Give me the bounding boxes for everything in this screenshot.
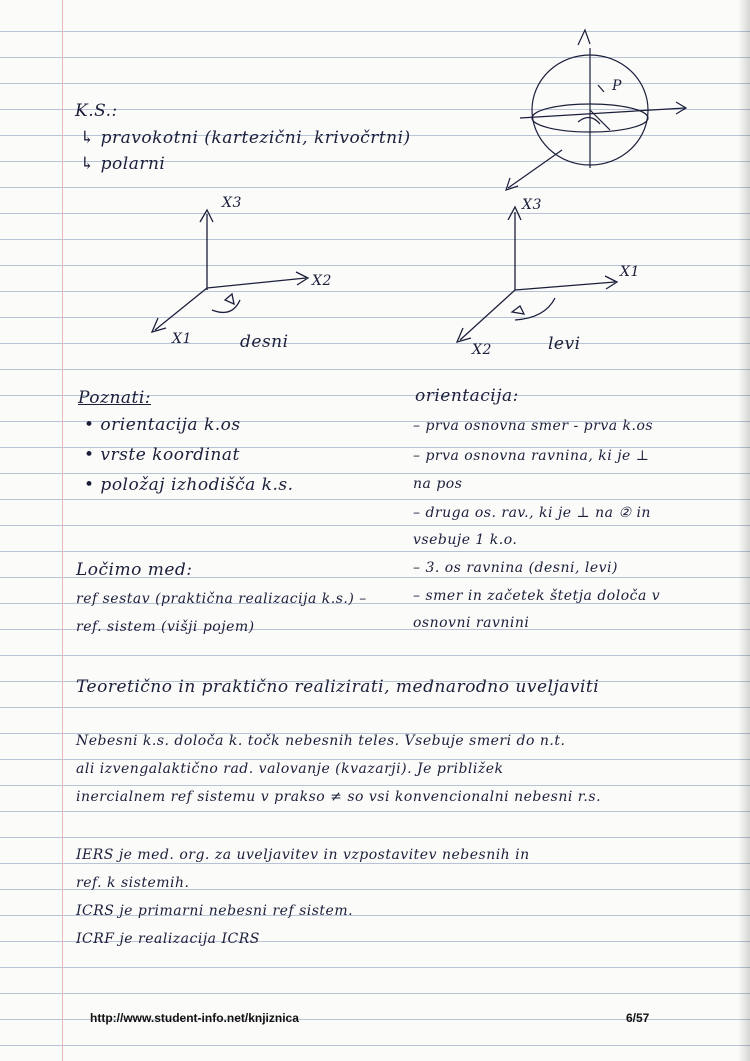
diagram-label-right: desni (240, 332, 289, 352)
axis-x3-left: X3 (522, 197, 542, 213)
nebesni-line: inercialnem ref sistemu v prakso ≠ so vsi konvencionalni nebesni r.s. (76, 789, 602, 805)
locimo-heading: Ločimo med: (76, 560, 193, 580)
orientacija-item: vsebuje 1 k.o. (413, 532, 518, 548)
orientacija-item: – druga os. rav., ki je ⊥ na ② in (413, 505, 651, 521)
axis-x2-right: X2 (312, 273, 332, 289)
iers-line: ICRF je realizacija ICRS (76, 931, 260, 947)
poznati-item: • položaj izhodišča k.s. (84, 475, 294, 495)
orientacija-item: – 3. os ravnina (desni, levi) (413, 560, 618, 576)
page-number: 6/57 (626, 1011, 650, 1025)
ks-item-cartesian: ↳ pravokotni (kartezični, krivočrtni) (80, 128, 411, 148)
iers-line: ICRS je primarni nebesni ref sistem. (76, 903, 354, 919)
ks-item-polar: ↳ polarni (80, 154, 166, 174)
locimo-item: ref. sistem (višji pojem) (76, 619, 255, 635)
poznati-item: • orientacija k.os (84, 415, 241, 435)
orientacija-item: – prva osnovna ravnina, ki je ⊥ (413, 448, 650, 464)
axis-x1-left: X1 (620, 264, 640, 280)
axis-x1-right: X1 (172, 331, 192, 347)
locimo-item: ref sestav (praktična realizacija k.s.) – (76, 591, 367, 607)
iers-line: ref. k sistemih. (76, 875, 190, 891)
teoreticno-line: Teoretično in praktično realizirati, mednarodno uveljaviti (76, 677, 600, 697)
orientacija-item: – prva osnovna smer - prva k.os (413, 418, 654, 434)
ks-heading: K.S.: (75, 101, 118, 121)
poznati-heading: Poznati: (78, 388, 152, 408)
nebesni-line: ali izvengalaktično rad. valovanje (kvazarji). Je približek (76, 761, 504, 777)
axis-x3-right: X3 (222, 195, 242, 211)
orientacija-item: – smer in začetek štetja določa v (413, 588, 661, 604)
orientacija-item: na pos (413, 476, 463, 492)
orientacija-item: osnovni ravnini (413, 615, 530, 631)
axis-x2-left: X2 (472, 342, 492, 358)
nebesni-line: Nebesni k.s. določa k. točk nebesnih teles. Vsebuje smeri do n.t. (76, 733, 566, 749)
diagram-label-left: levi (548, 334, 581, 354)
poznati-item: • vrste koordinat (84, 445, 240, 465)
footer-url[interactable]: http://www.student-info.net/knjiznica (90, 1011, 299, 1025)
sphere-point-label: P (612, 78, 622, 94)
iers-line: IERS je med. org. za uveljavitev in vzpostavitev nebesnih in (76, 847, 530, 863)
orientacija-heading: orientacija: (415, 386, 519, 406)
